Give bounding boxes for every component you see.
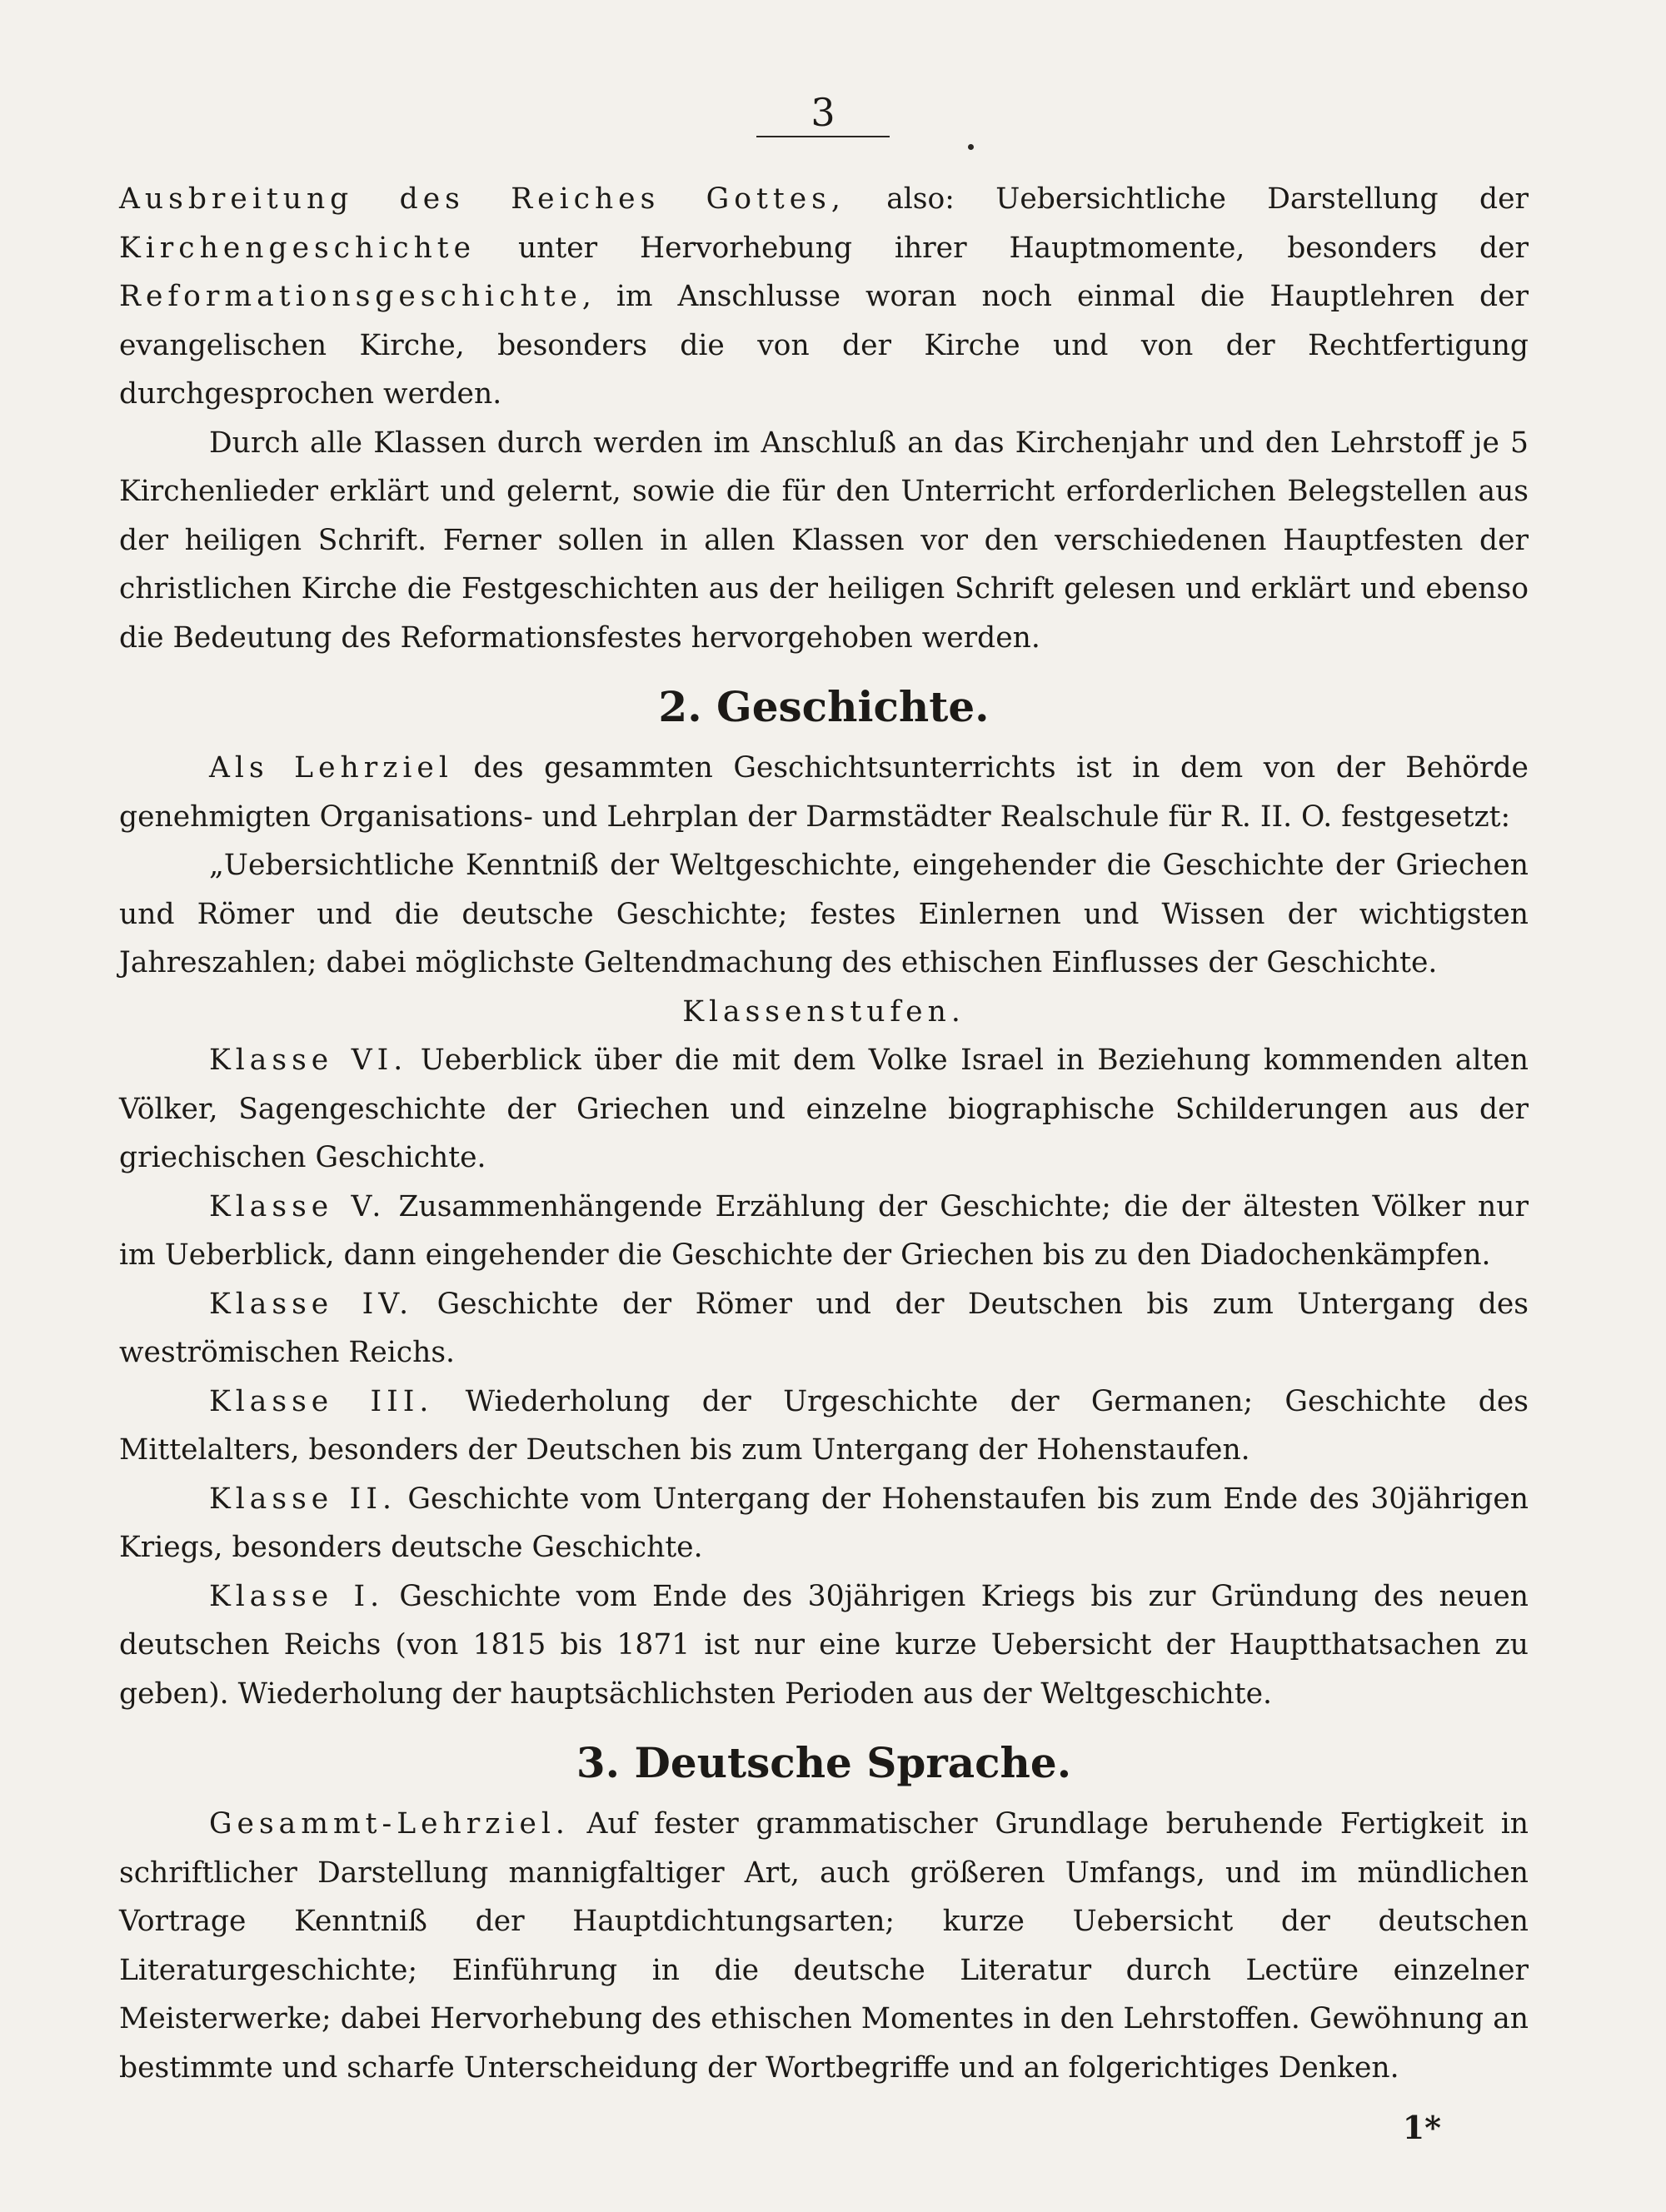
klasse-paragraph: Klasse II. Geschichte vom Untergang der Hohenstaufen bis zum Ende des 30jährigen Kriegs, besonders deutsche Geschichte. <box>119 1482 1529 1564</box>
geschichte-lehrziel: Als Lehrziel des gesammten Geschichtsunterrichts ist in dem von der Behörde genehmigten Organisations- und Lehrplan der Darmstädter Realschule für R. II. O. festgesetzt: <box>119 751 1529 834</box>
klasse-label: Klasse II. <box>209 1482 397 1516</box>
ink-dot <box>968 144 974 150</box>
spaced-lead: Ausbreitung des Reiches Gottes, <box>119 182 845 216</box>
religion-paragraph-1: Ausbreitung des Reiches Gottes, also: Uebersichtliche Darstellung der Kirchengeschichte unter Hervorhebung ihrer Hauptmomente, besonders der Reformationsgeschichte, im Anschlusse woran noch einmal die Hauptlehren der evangelischen Kirche, besonders die von der Kirche und von der Rechtfertigung durchgesprochen werden. <box>119 182 1529 411</box>
klasse-label: Klasse III. <box>209 1384 434 1418</box>
deutsch-lehrziel: Gesammt-Lehrziel. Auf fester grammatischer Grundlage beruhende Fertigkeit in schriftlicher Darstellung mannigfaltiger Art, auch größeren Umfangs, und im mündlichen Vortrage Kenntniß der Hauptdichtungsarten; kurze Uebersicht der deutschen Literaturgeschichte; Einführung in die deutsche Literatur durch Lectüre einzelner Meisterwerke; dabei Hervorhebung des ethischen Momentes in den Lehrstoffen. Gewöhnung an bestimmte und scharfe Unterscheidung der Wortbegriffe und an folgerichtiges Denken. <box>119 1807 1529 2085</box>
klasse-paragraph: Klasse VI. Ueberblick über die mit dem Volke Israel in Beziehung kommenden alten Völker, Sagengeschichte der Griechen und einzelne biographische Schilderungen aus der griechischen Geschichte. <box>119 1044 1529 1174</box>
klasse-paragraph: Klasse I. Geschichte vom Ende des 30jährigen Kriegs bis zur Gründung des neuen deutschen Reichs (von 1815 bis 1871 ist nur eine kurze Uebersicht der Hauptthatsachen zu geben). Wiederholung der hauptsächlichsten Perioden aus der Weltgeschichte. <box>119 1579 1529 1711</box>
klasse-paragraph: Klasse V. Zusammenhängende Erzählung der Geschichte; die der ältesten Völker nur im Ueberblick, dann eingehender die Geschichte der Griechen bis zu den Diadochenkämpfen. <box>119 1189 1529 1272</box>
section-heading-geschichte: 2. Geschichte. <box>658 682 990 731</box>
klasse-label: Klasse IV. <box>209 1287 414 1321</box>
page-number: 3 <box>811 90 835 135</box>
klasse-paragraph: Klasse IV. Geschichte der Römer und der Deutschen bis zum Untergang des weströmischen Reichs. <box>119 1287 1529 1369</box>
page-number-rule <box>756 136 890 137</box>
spaced-reformationsgeschichte: Reformationsgeschichte <box>119 280 582 313</box>
religion-paragraph-2: Durch alle Klassen durch werden im Anschluß an das Kirchenjahr und den Lehrstoff je 5 Kirchenlieder erklärt und gelernt, sowie die für den Unterricht erforderlichen Belegstellen aus der heiligen Schrift. Ferner sollen in allen Klassen vor den verschiedenen Hauptfesten der christlichen Kirche die Festgeschichten aus der heiligen Schrift gelesen und erklärt und ebenso die Bedeutung des Reformationsfestes hervorgehoben werden. <box>119 426 1529 655</box>
klassenstufen-heading: Klassenstufen. <box>682 994 965 1029</box>
klasse-label: Klasse VI. <box>209 1044 408 1077</box>
klasse-label: Klasse I. <box>209 1579 385 1613</box>
lehrziel-label: Gesammt-Lehrziel. <box>209 1807 570 1841</box>
klasse-paragraph: Klasse III. Wiederholung der Urgeschichte der Germanen; Geschichte des Mittelalters, besonders der Deutschen bis zum Untergang der Hohenstaufen. <box>119 1384 1529 1467</box>
page-content <box>119 175 1529 2092</box>
geschichte-quote: „Uebersichtliche Kenntniß der Weltgeschichte, eingehender die Geschichte der Griechen und Römer und die deutsche Geschichte; festes Einlernen und Wissen der wichtigsten Jahreszahlen; dabei möglichste Geltendmachung des ethischen Einflusses der Geschichte. <box>119 849 1529 979</box>
signature-mark: 1* <box>1402 2109 1441 2146</box>
spaced-kirchengeschichte: Kirchengeschichte <box>119 231 476 265</box>
lehrziel-label: Als Lehrziel <box>209 751 453 785</box>
section-heading-deutsche-sprache: 3. Deutsche Sprache. <box>576 1738 1072 1787</box>
klasse-label: Klasse V. <box>209 1189 387 1223</box>
